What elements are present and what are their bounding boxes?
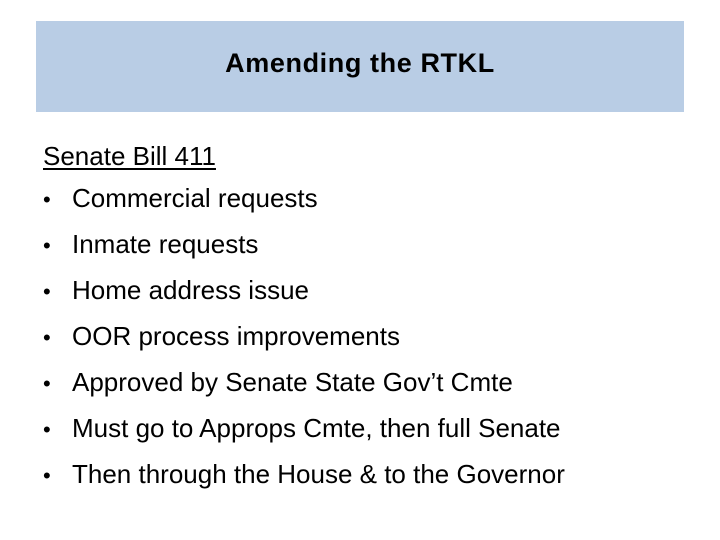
- bullet-icon: •: [43, 325, 51, 350]
- slide-content: [43, 133, 683, 497]
- bullet-icon: •: [43, 463, 51, 488]
- bullet-text: Must go to Approps Cmte, then full Senate: [72, 413, 561, 443]
- list-item: [43, 267, 683, 313]
- list-item: [43, 221, 683, 267]
- list-item: [43, 175, 683, 221]
- bullet-text: Approved by Senate State Gov’t Cmte: [72, 367, 513, 397]
- slide-title: Amending the RTKL: [225, 48, 495, 78]
- bullet-icon: •: [43, 233, 51, 258]
- bullet-list: [43, 175, 683, 497]
- bullet-text: Commercial requests: [72, 183, 318, 213]
- bullet-text: Then through the House & to the Governor: [72, 459, 565, 489]
- bullet-text: Inmate requests: [72, 229, 259, 259]
- bullet-icon: •: [43, 279, 51, 304]
- bullet-text: OOR process improvements: [72, 321, 400, 351]
- list-item: [43, 451, 683, 497]
- list-item: [43, 313, 683, 359]
- bullet-icon: •: [43, 371, 51, 396]
- section-heading: Senate Bill 411: [43, 141, 216, 171]
- bullet-text: Home address issue: [72, 275, 309, 305]
- title-banner: [36, 21, 684, 112]
- list-item: [43, 405, 683, 451]
- list-item: [43, 359, 683, 405]
- bullet-icon: •: [43, 187, 51, 212]
- bullet-icon: •: [43, 417, 51, 442]
